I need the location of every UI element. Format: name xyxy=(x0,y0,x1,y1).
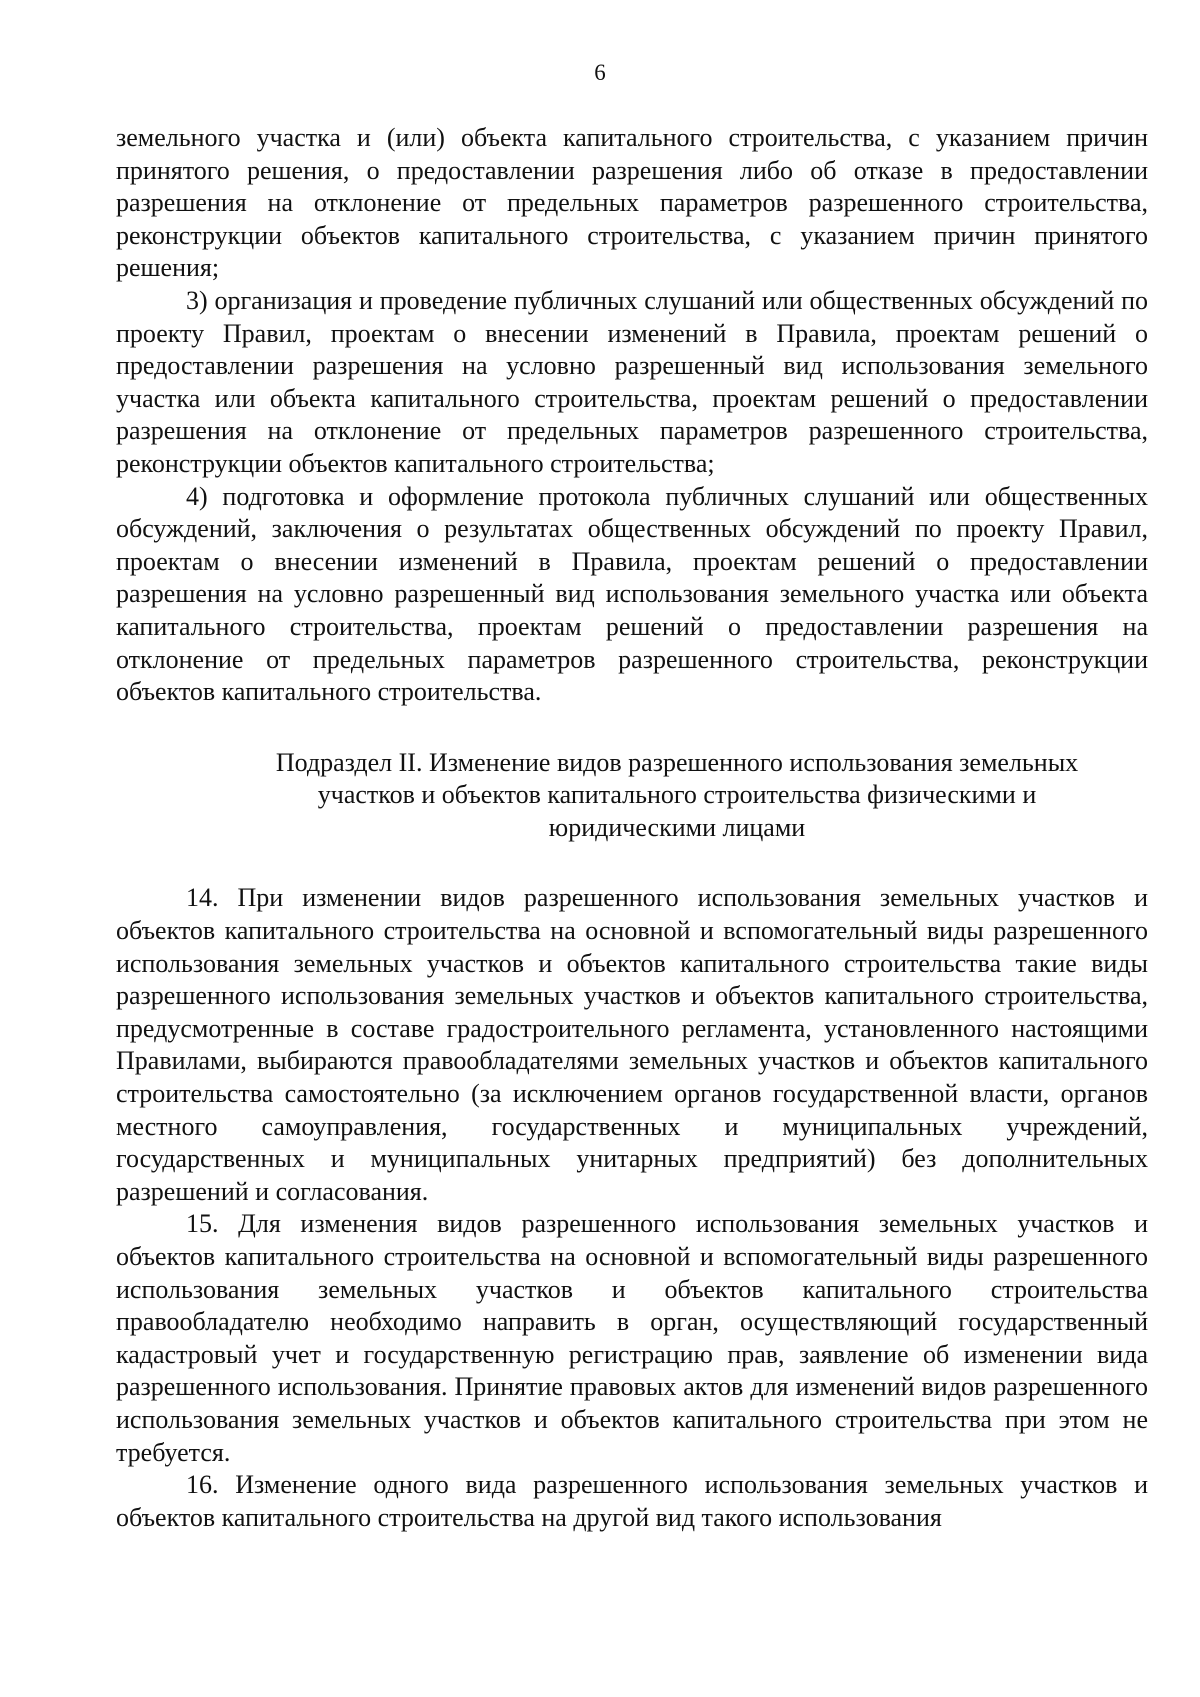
subsection-heading-line-2: участков и объектов капитального строительства физическими и xyxy=(317,780,1037,810)
subsection-heading xyxy=(116,747,1148,845)
document-body xyxy=(116,122,1148,1534)
paragraph-16: 16. Изменение одного вида разрешенного использования земельных участков и объектов капитального строительства на другой вид такого использования xyxy=(116,1470,1148,1532)
paragraph-continuation: земельного участка и (или) объекта капитального строительства, с указанием причин принятого решения, о предоставлении разрешения либо об отказе в предоставлении разрешения на отклонение от предельных параметров разрешенного строительства, реконструкции объектов капитального строительства, с указанием причин принятого решения; xyxy=(116,123,1148,283)
page-number: 6 xyxy=(594,60,606,85)
paragraph-item-3: 3) организация и проведение публичных слушаний или общественных обсуждений по проекту Правил, проектам о внесении изменений в Правила, проектам решений о предоставлении разрешения на условно разрешенный вид использования земельного участка или объекта капитального строительства, проектам решений о предоставлении разрешения на отклонение от предельных параметров разрешенного строительства, реконструкции объектов капитального строительства; xyxy=(116,285,1148,478)
paragraph-15: 15. Для изменения видов разрешенного использования земельных участков и объектов капитального строительства на основной и вспомогательный виды разрешенного использования земельных участков и объектов капитального строительства правообладателю необходимо направить в орган, осуществляющий государственный кадастровый учет и государственную регистрацию прав, заявление об изменении вида разрешенного использования. Принятие правовых актов для изменений видов разрешенного использования земельных участков и объектов капитального строительства при этом не требуется. xyxy=(116,1209,1148,1467)
paragraph-14: 14. При изменении видов разрешенного использования земельных участков и объектов капитального строительства на основной и вспомогательный виды разрешенного использования земельных участков и объектов капитального строительства такие виды разрешенного использования земельных участков и объектов капитального строительства, предусмотренные в составе градостроительного регламента, установленного настоящими Правилами, выбираются правообладателями земельных участков и объектов капитального строительства самостоятельно (за исключением органов государственной власти, органов местного самоуправления, государственных и муниципальных учреждений, государственных и муниципальных унитарных предприятий) без дополнительных разрешений и согласования. xyxy=(116,883,1148,1206)
subsection-heading-line-3: юридическими лицами xyxy=(548,812,806,842)
subsection-heading-line-1: Подраздел II. Изменение видов разрешенного использования земельных xyxy=(275,747,1079,777)
paragraph-item-4: 4) подготовка и оформление протокола публичных слушаний или общественных обсуждений, заключения о результатах общественных обсуждений по проекту Правил, проектам о внесении изменений в Правила, проектам решений о предоставлении разрешения на условно разрешенный вид использования земельного участка или объекта капитального строительства, проектам решений о предоставлении разрешения на отклонение от предельных параметров разрешенного строительства, реконструкции объектов капитального строительства. xyxy=(116,481,1148,707)
